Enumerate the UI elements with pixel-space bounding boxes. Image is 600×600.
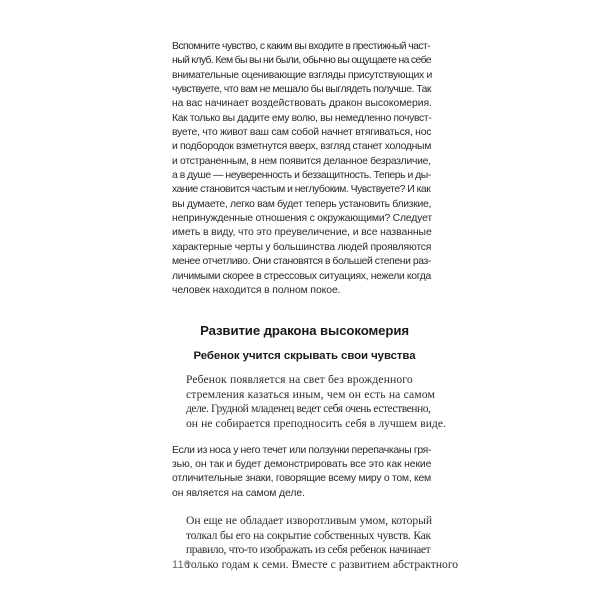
sub-heading: Ребенок учится скрывать свои чувства bbox=[193, 350, 416, 363]
text-line: толкал бы его на сокрытие собственных чувств. Как bbox=[186, 528, 431, 542]
text-line: хание становится частым и неглубоким. Чувствуете? И как bbox=[172, 184, 431, 196]
spacer-after-paragraph-2 bbox=[172, 432, 437, 444]
text-line: и отстраненным, в нем появится деланное безразличие, bbox=[172, 155, 431, 167]
paragraph-1 bbox=[172, 40, 437, 298]
text-line: Вспомните чувство, с каким вы входите в престижный част- bbox=[172, 41, 431, 52]
text-line: человек находится в полном покое. bbox=[172, 284, 341, 296]
text-line: отличительные знаки, говорящие всему миру о том, кем bbox=[172, 473, 431, 485]
text-line: вуете, что живот ваш сам собой начнет втягиваться, нос bbox=[172, 127, 432, 139]
text-line: Ребенок появляется на свет без врожденного bbox=[186, 373, 413, 387]
text-line: ный клуб. Кем бы вы ни были, обычно вы ощущаете на себе bbox=[172, 55, 431, 67]
text-line: он является на самом деле. bbox=[172, 487, 305, 499]
text-line: личимыми скорее в стрессовых ситуациях, нежели когда bbox=[172, 270, 431, 282]
text-line: внимательные оценивающие взгляды присутствующих и bbox=[172, 69, 432, 81]
spacer-after-main-heading bbox=[172, 339, 437, 349]
text-line: характерные черты у большинства людей проявляются bbox=[172, 241, 432, 253]
text-line: стремления казаться иным, чем он есть на самом bbox=[186, 387, 435, 401]
spacer-before-main-heading bbox=[172, 298, 437, 323]
text-line: деле. Грудной младенец ведет себя очень естественно, bbox=[186, 402, 431, 416]
text-line: вы думаете, легко вам будет теперь установить близкие, bbox=[172, 198, 432, 210]
text-line: иметь в виду, что это преувеличение, и все названные bbox=[172, 227, 432, 239]
page-number: 116 bbox=[172, 559, 191, 571]
text-line: и подбородок взметнутся вверх, взгляд станет холодным bbox=[172, 141, 432, 153]
text-line: правило, что-то изображать из себя ребенок начинает bbox=[186, 543, 431, 557]
text-line: а в душе — неуверенность и беззащитность. Теперь и ды- bbox=[172, 170, 431, 182]
text-line: Если из носа у него течет или ползунки перепачканы гря- bbox=[172, 444, 432, 456]
paragraph-3 bbox=[172, 444, 437, 501]
text-line: Он еще не обладает изворотливым умом, который bbox=[186, 513, 433, 527]
spacer-after-sub-heading bbox=[172, 363, 437, 373]
text-line: на вас начинает воздействовать дракон высокомерия. bbox=[172, 98, 432, 110]
text-line: зью, он так и будет демонстрировать все это как некие bbox=[172, 458, 432, 470]
text-line: менее отчетливо. Они становятся в большей степени раз- bbox=[172, 256, 431, 268]
text-line: чувствуете, что вам не мешало бы выглядеть получше. Так bbox=[172, 84, 431, 96]
text-column bbox=[172, 40, 459, 572]
text-line: только годам к семи. Вместе с развитием абстрактного bbox=[186, 557, 459, 571]
text-line: непринужденные отношения с окружающими? Следует bbox=[172, 213, 432, 225]
text-line: он не собирается преподносить себя в лучшем виде. bbox=[186, 416, 446, 430]
paragraph-2 bbox=[172, 373, 446, 431]
text-line: Как только вы дадите ему волю, вы немедленно почувст- bbox=[172, 112, 432, 124]
paragraph-4 bbox=[172, 513, 459, 572]
spacer-after-paragraph-3 bbox=[172, 501, 437, 514]
main-heading: Развитие дракона высокомерия bbox=[200, 323, 409, 339]
